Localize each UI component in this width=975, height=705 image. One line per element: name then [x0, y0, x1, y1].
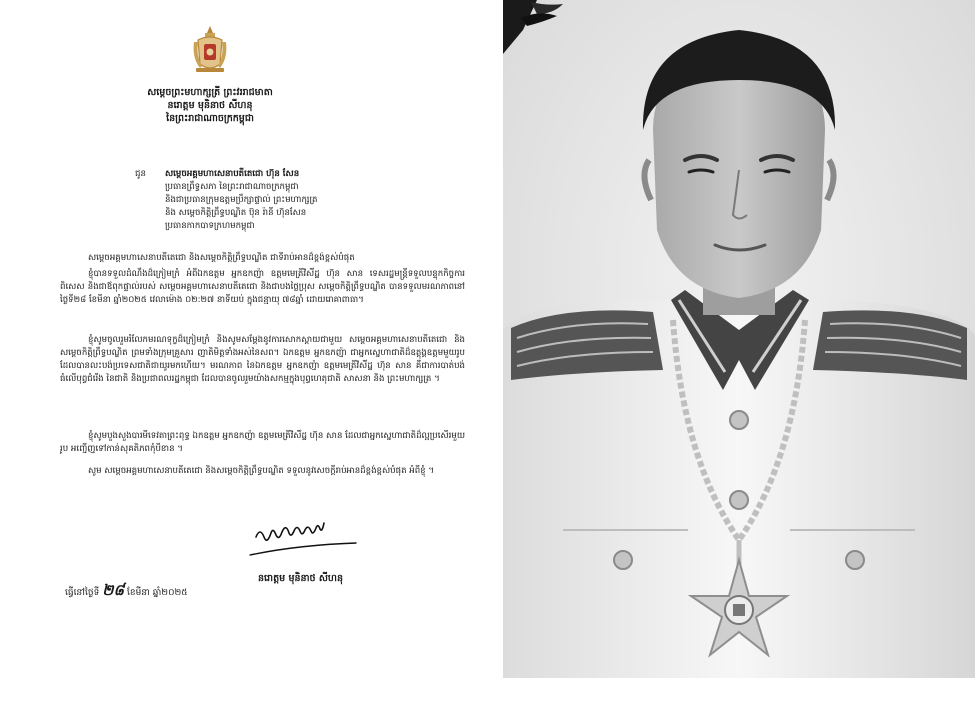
- recipient-line: ប្រធានកាកបាទក្រហមកម្ពុជា: [165, 221, 255, 231]
- recipient-line: និងជាប្រធានក្រុមឧត្ដមប្រឹក្សាផ្ទាល់ ព្រះមហាក្សត្រ: [165, 195, 318, 205]
- recipient-line: និង សម្ដេចកិត្តិព្រឹទ្ធបណ្ឌិត ប៊ុន រ៉ានី ហ៊ុនសែន: [165, 208, 307, 218]
- body-paragraph-2: ខ្ញុំសូមចូលរួមរំលែកមរណទុក្ខដ៏ក្រៀមក្រំ និងសូមសម្ដែងនូវការសោកស្ដាយជាមួយ សម្ដេចអគ្គមហាសេនាបតីតេជោ និងសម្ដេចកិត្តិព្រឹទ្ធបណ្ឌិត ព្រមទាំងក្រុមគ្រួសារ ញាតិមិត្តទាំងអស់នៃសព។ ឯកឧត្ដម អ្នកឧកញ៉ា ជាអ្នកស្នេហាជាតិដ៏ឧត្ដុង្គឧត្ដមមួយរូប ដែលបានលះបង់ប្រទេសជាតិជាយូរមកហើយ។ មរណភាព នៃឯកឧត្ដម អ្នកឧកញ៉ា ឧត្ដមមេត្រីវិស័ិដ្ឋ ហ៊ុន សាន គឺជាការបាត់បង់ធំលើបុព្វជំរើង នៃជាតិ និងប្រជាពលរដ្ឋកម្ពុជា ដែលបានចូលរួមយ៉ាងសកម្មក្នុងបុព្វហេតុជាតិ សាសនា និង ព្រះមហាក្សត្រ ។: [60, 335, 465, 384]
- date-prefix: ធ្វើនៅថ្ងៃទី: [65, 588, 100, 598]
- closing-paragraph: សូម សម្ដេចអគ្គមហាសេនាបតីតេជោ និងសម្ដេចកិត្តិព្រឹទ្ធបណ្ឌិត ទទួលនូវសេចក្ដីរាប់អានដ៏ខ្ពង់ខ្ពស់បំផុត អំពីខ្ញុំ ។: [88, 466, 435, 476]
- sender-country-line: នៃព្រះរាជាណាចក្រកម្ពុជា: [166, 113, 254, 124]
- recipient-line: ប្រធានព្រឹទ្ធសភា នៃព្រះរាជាណាចក្រកម្ពុជា: [165, 182, 299, 192]
- body-paragraph-3: ខ្ញុំសូមបួងសួងបារមីទេវតាព្រះពុទ្ធ ឯកឧត្ដម អ្នកឧកញ៉ា ឧត្ដមមេត្រីវិស័ិដ្ឋ ហ៊ុន សាន ដែលជាអ្នកស្នេហាជាតិដ៏ល្អប្រសើរមួយរូប អញ្ជើញទៅកាន់សុគតិភពកុំបីខាន ។: [60, 431, 465, 454]
- body-paragraph-1: ខ្ញុំបានទទួលដំណឹងដ៏ក្រៀមក្រំ អំពីឯកឧត្ដម អ្នកឧកញ៉ា ឧត្ដមមេត្រីវិស័ិដ្ឋ ហ៊ុន សាន ទេសរដ្ឋមន្រ្តីទទួលបន្ទុកកិច្ចការពិសេស និងជាឪពុកផ្ទាល់របស់ សម្ដេចអគ្គមហាសេនាបតីតេជោ និងជាបងថ្លៃប្រុស សម្ដេចកិត្តិព្រឹទ្ធបណ្ឌិត បានទទួលមរណភាពនៅថ្ងៃទី២៨ ខែមីនា ឆ្នាំ២០២៥ វេលាម៉ោង ០២:២៧ នាទីយប់ ក្នុងជន្មាយុ ៧៨ឆ្នាំ ដោយរោគាពាធា។: [60, 269, 465, 305]
- date-suffix: ខែមីនា ឆ្នាំ២០២៥: [127, 588, 188, 598]
- date-day: ២៨: [102, 581, 125, 599]
- recipient-line: សម្ដេចអគ្គមហាសេនាបតីតេជោ ហ៊ុន សែន: [165, 169, 300, 179]
- royal-crest-icon: [190, 24, 230, 76]
- sender-name-line: នរោត្តម មុនិនាថ សីហនុ: [167, 100, 253, 111]
- sender-title-line-1: សម្ដេចព្រះមហាក្សត្រី ព្រះវររាជមាតា: [147, 87, 273, 98]
- memorial-portrait: [503, 0, 975, 678]
- handwritten-signature-icon: [248, 515, 358, 557]
- to-label: ជូន: [135, 169, 146, 179]
- portrait-photo-icon: [503, 0, 975, 678]
- recipient-block: [165, 168, 465, 233]
- date-line: [65, 581, 188, 600]
- salutation-paragraph: សម្ដេចអគ្គមហាសេនាបតីតេជោ និងសម្ដេចកិត្តិព្រឹទ្ធបណ្ឌិត ជាទីរាប់អានដ៏ខ្ពង់ខ្ពស់បំផុត: [88, 253, 355, 263]
- signature-name: នរោត្តម មុនិនាថ សីហនុ: [258, 573, 344, 584]
